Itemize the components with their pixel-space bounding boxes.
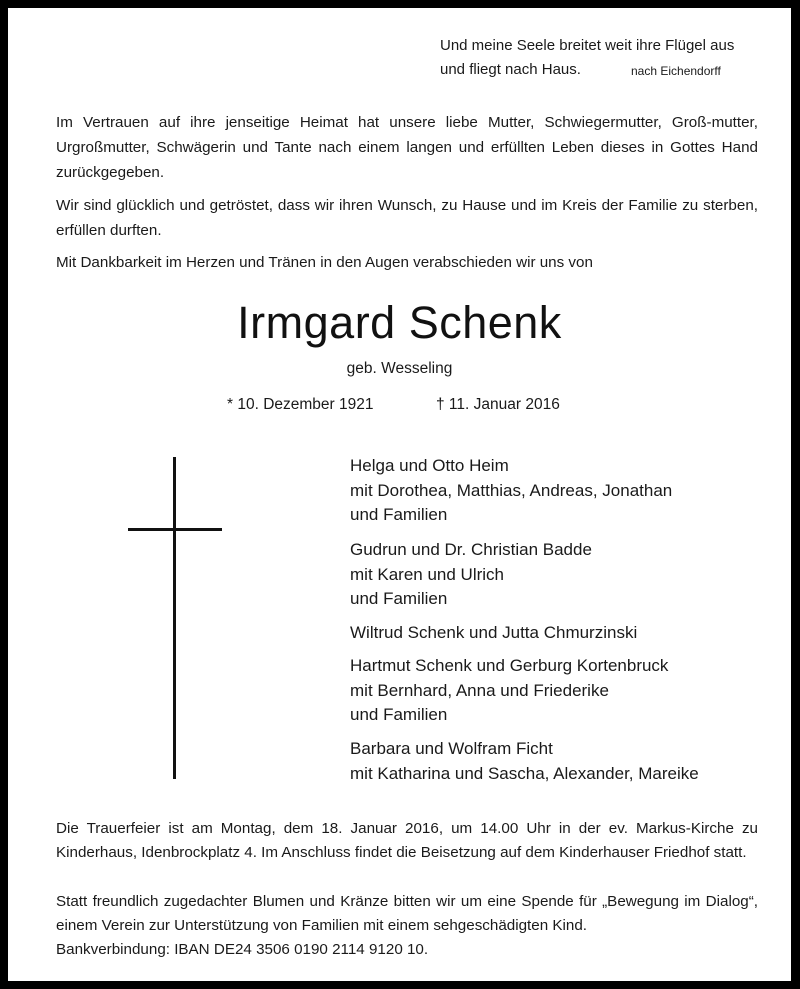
intro-paragraph: Im Vertrauen auf ihre jenseitige Heimat hat unsere liebe Mutter, Schwiegermutter, Groß-mutter, Urgroßmutter, Schwägerin und Tante nach einem langen und erfüllten Leben dieses in Gottes Hand zurückgegeben. [56, 114, 758, 181]
family-line: mit Katharina und Sascha, Alexander, Mareike [350, 763, 699, 783]
family-group [350, 454, 672, 528]
family-line: Wiltrud Schenk und Jutta Chmurzinski [350, 623, 638, 642]
death-date: † 11. Januar 2016 [436, 396, 560, 413]
family-line: Helga und Otto Heim [350, 456, 509, 475]
donation-info [56, 890, 758, 962]
family-line: mit Karen und Ulrich [350, 564, 505, 584]
family-line: und Familien [350, 589, 448, 608]
cross-horizontal-beam [128, 528, 222, 531]
intro-paragraph: Wir sind glücklich und getröstet, dass wir ihren Wunsch, zu Hause und im Kreis der Familie zu sterben, erfüllen durften. [56, 197, 758, 239]
cross-vertical-beam [173, 457, 176, 779]
family-line: und Familien [350, 505, 448, 524]
deceased-name: Irmgard Schenk [237, 297, 562, 348]
bank-details: Bankverbindung: IBAN DE24 3506 0190 2114 9120 10. [56, 941, 429, 958]
family-group [350, 654, 668, 728]
intro-paragraph: Mit Dankbarkeit im Herzen und Tränen in den Augen verabschieden wir uns von [56, 254, 593, 271]
poem-line: Und meine Seele breitet weit ihre Flügel aus [440, 37, 735, 54]
birth-date: * 10. Dezember 1921 [227, 396, 374, 413]
family-line: Hartmut Schenk und Gerburg Kortenbruck [350, 656, 669, 675]
family-line: mit Dorothea, Matthias, Andreas, Jonathan [350, 480, 673, 500]
family-group [350, 538, 592, 612]
poem-author: nach Eichendorff [631, 64, 721, 78]
family-line: Barbara und Wolfram Ficht [350, 739, 553, 758]
family-group [350, 737, 699, 786]
funeral-service-info: Die Trauerfeier ist am Montag, dem 18. Januar 2016, um 14.00 Uhr in der ev. Markus-Kirche zu Kinderhaus, Idenbrockplatz 4. Im Anschluss findet die Beisetzung auf dem Kinderhauser Friedhof statt. [56, 820, 758, 861]
family-line: mit Bernhard, Anna und Friederike [350, 680, 609, 700]
family-line: Gudrun und Dr. Christian Badde [350, 540, 592, 559]
maiden-name: geb. Wesseling [346, 360, 453, 377]
family-line: und Familien [350, 705, 448, 724]
family-group [350, 621, 637, 646]
donation-text: Statt freundlich zugedachter Blumen und Kränze bitten wir um eine Spende für „Bewegung im Dialog“, einem Verein zur Unterstützung von Familien mit einem sehgeschädigten Kind. [56, 893, 758, 934]
obituary-notice [8, 8, 791, 981]
poem-line: und fliegt nach Haus. [440, 61, 581, 78]
